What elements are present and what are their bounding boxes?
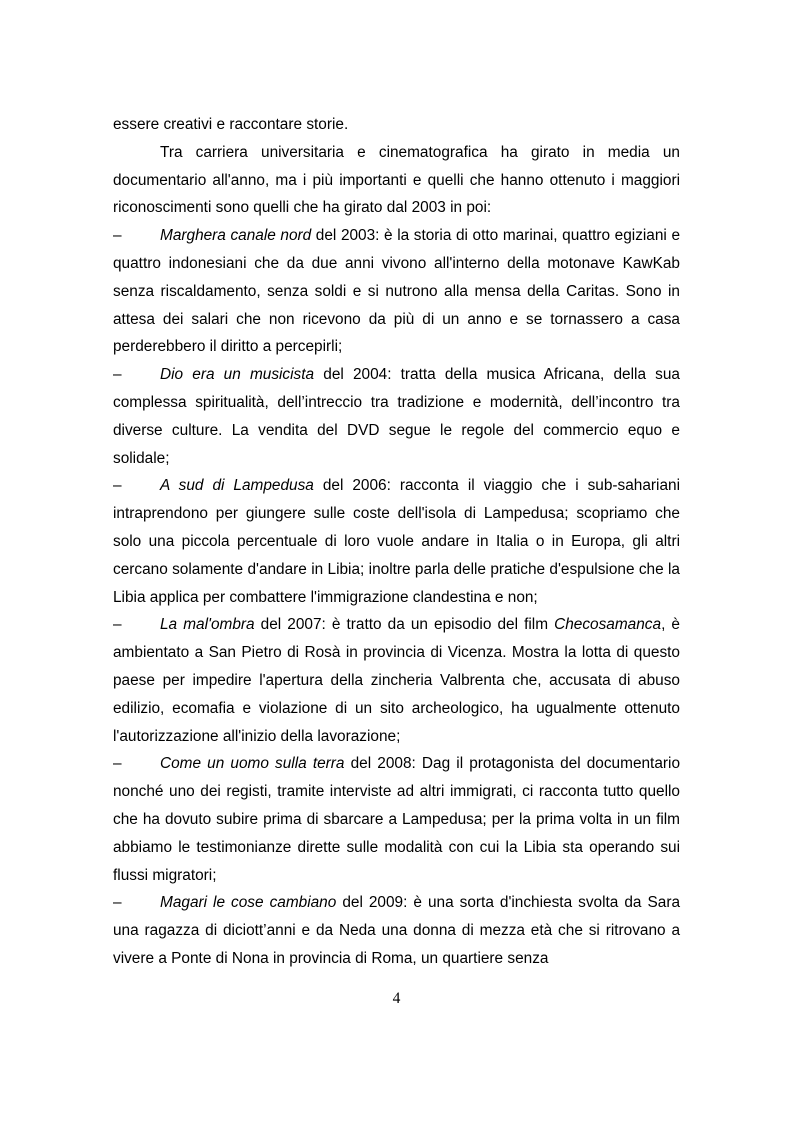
intro-paragraph: Tra carriera universitaria e cinematografica ha girato in media un documentario all'anno, ma i più importanti e quelli che hanno ottenuto i maggiori riconoscimenti sono quelli che ha girato dal 2003 in poi: (113, 143, 680, 217)
film-description: del 2006: racconta il viaggio che i sub-sahariani intraprendono per giungere sulle coste dell'isola di Lampedusa; scopriamo che solo una piccola percentuale di loro vuole andare in Italia o in Europa, gli altri cercano solamente d'andare in Libia; inoltre parla delle pratiche d'espulsione che la Libia applica per combattere l'immigrazione clandestina e non; (113, 477, 680, 606)
continuation-paragraph: essere creativi e raccontare storie. (113, 116, 349, 133)
film-description-start: del 2007: è tratto da un episodio del film (254, 616, 555, 634)
list-bullet: – (113, 227, 122, 245)
film-inner-title: Checosamanca (554, 616, 662, 634)
body-text (113, 111, 680, 973)
list-item (113, 750, 680, 889)
page-number: 4 (392, 990, 401, 1007)
film-title: Magari le cose cambiano (160, 894, 337, 912)
list-item (113, 889, 680, 972)
film-title: Come un uomo sulla terra (160, 755, 345, 773)
film-title: A sud di Lampedusa (160, 477, 314, 495)
list-bullet: – (113, 755, 122, 773)
list-bullet: – (113, 616, 122, 634)
list-item (113, 472, 680, 611)
film-title: Marghera canale nord (160, 227, 312, 245)
film-description: del 2004: tratta della musica Africana, della sua complessa spiritualità, dell’intreccio tra tradizione e modernità, dell’incontro tra diverse culture. La vendita del DVD segue le regole del commercio equo e solidale; (113, 366, 680, 467)
list-bullet: – (113, 894, 122, 912)
film-description: del 2003: è la storia di otto marinai, quattro egiziani e quattro indonesiani che da due anni vivono all'interno della motonave KawKab senza riscaldamento, senza soldi e si nutrono alla mensa della Caritas. Sono in attesa dei salari che non ricevono da più di un anno e se tornassero a casa perderebbero il diritto a percepirli; (113, 227, 681, 356)
film-title: Dio era un musicista (160, 366, 315, 384)
film-description: , è ambientato a San Pietro di Rosà in provincia di Vicenza. Mostra la lotta di questo paese per impedire l'apertura della zincheria Valbrenta che, accusata di abuso edilizio, ecomafia e violazione di un sito archeologico, ha ugualmente ottenuto l'autorizzazione all'inizio della lavorazione; (113, 616, 680, 745)
list-item (113, 361, 680, 472)
film-title: La mal'ombra (160, 616, 255, 634)
film-description: del 2008: Dag il protagonista del documentario nonché uno dei registi, tramite interviste ad altri immigrati, ci racconta tutto quello che ha dovuto subire prima di sbarcare a Lampedusa; per la prima volta in un film abbiamo le testimonianze dirette sulle modalità con cui la Libia sta operando sui flussi migratori; (113, 755, 680, 884)
list-bullet: – (113, 366, 122, 384)
film-description: del 2009: è una sorta d'inchiesta svolta da Sara una ragazza di diciott’anni e da Neda una donna di mezza età che si ritrovano a vivere a Ponte di Nona in provincia di Roma, un quartiere senza (113, 894, 680, 967)
list-item (113, 611, 680, 750)
list-bullet: – (113, 477, 122, 495)
list-item (113, 222, 680, 361)
